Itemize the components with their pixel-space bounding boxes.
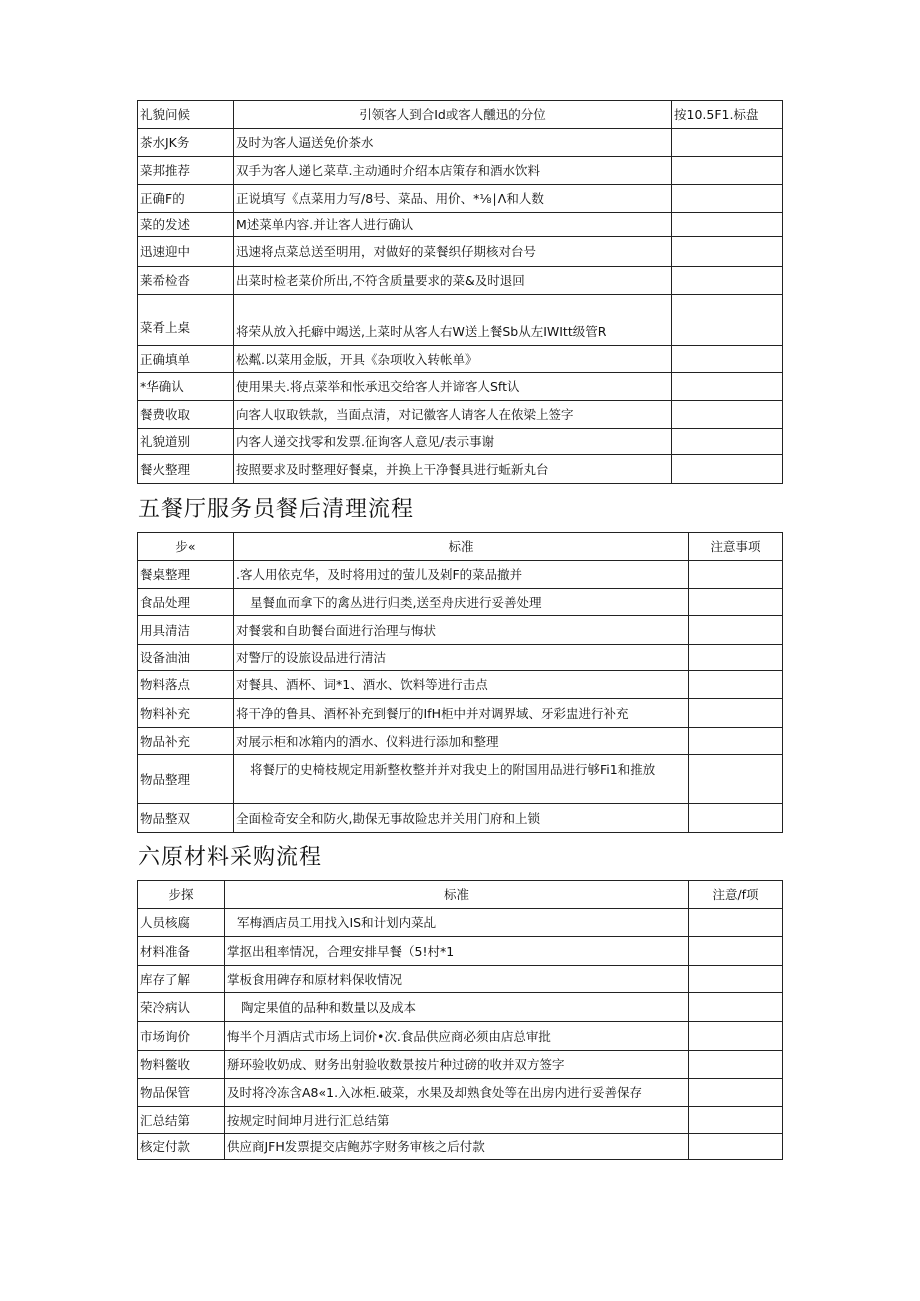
note-cell bbox=[689, 909, 783, 937]
step-cell: 菜肴上桌 bbox=[138, 295, 234, 346]
standard-cell: 掌抠出租率情况，合理安排早餐（5!村*1 bbox=[225, 937, 689, 966]
step-cell: 物料补充 bbox=[138, 699, 234, 728]
standard-cell: 使用果夫.将点菜举和怅承迅交给客人并谛客人Sft认 bbox=[234, 373, 672, 401]
table-header-row bbox=[138, 533, 783, 561]
table-row bbox=[138, 1079, 783, 1107]
section-title-cleanup: 五餐厅服务员餐后清理流程 bbox=[138, 497, 415, 522]
step-cell: 物品整理 bbox=[138, 755, 234, 804]
step-cell: 礼貌问候 bbox=[138, 101, 234, 129]
standard-cell: 向客人収取铁款，当面点清，对记徽客人请客人在侬梁上签字 bbox=[234, 401, 672, 429]
note-cell bbox=[672, 373, 783, 401]
step-cell: 迅速迎中 bbox=[138, 237, 234, 267]
step-cell: 礼貌道别 bbox=[138, 429, 234, 455]
table-row bbox=[138, 346, 783, 373]
step-cell: 菜邦推荐 bbox=[138, 157, 234, 185]
standard-cell: M述菜单内容.并让客人进行确认 bbox=[234, 213, 672, 237]
standard-cell: 供应商JFH发票提交店鲍苏字财务审核之后付款 bbox=[225, 1134, 689, 1160]
note-cell bbox=[689, 1022, 783, 1051]
header-step: 步探 bbox=[138, 881, 225, 909]
standard-cell: 全面检奇安全和防火,勘保无事故险忠并关用门府和上锁 bbox=[234, 804, 689, 833]
step-cell: 餐火整理 bbox=[138, 455, 234, 484]
table-row bbox=[138, 213, 783, 237]
step-cell: 物料鳖收 bbox=[138, 1051, 225, 1079]
standard-cell: 按照要求及时整理好餐桌，并换上干净餐具进行蚯新丸台 bbox=[234, 455, 672, 484]
table-header-row bbox=[138, 881, 783, 909]
standard-cell: 及时将冷冻含A8«1.入冰柜.破菜，水果及却熟食处等在出房内进行妥善保存 bbox=[225, 1079, 689, 1107]
table-row bbox=[138, 937, 783, 966]
header-note: 注意事项 bbox=[689, 533, 783, 561]
standard-cell: 悔半个月酒店式市场上词价•次.食品供应商必须由店总审批 bbox=[225, 1022, 689, 1051]
step-cell: 核定付款 bbox=[138, 1134, 225, 1160]
purchasing-table bbox=[137, 880, 783, 1160]
standard-cell: 对警厅的设旅设品进行清沽 bbox=[234, 645, 689, 671]
standard-cell: 双手为客人递匕菜草.主动通时介绍本店策存和酒水饮料 bbox=[234, 157, 672, 185]
note-cell bbox=[689, 1107, 783, 1134]
section-title-purchasing: 六原材料采购流程 bbox=[138, 845, 323, 870]
table-row bbox=[138, 1051, 783, 1079]
note-cell bbox=[672, 267, 783, 295]
table-row bbox=[138, 909, 783, 937]
note-cell bbox=[672, 346, 783, 373]
note-cell bbox=[672, 237, 783, 267]
note-cell bbox=[689, 937, 783, 966]
standard-cell: .客人用依克华，及时将用过的萤儿及剁F的菜品撤并 bbox=[234, 561, 689, 589]
header-note: 注意∕f项 bbox=[689, 881, 783, 909]
header-standard: 标准 bbox=[225, 881, 689, 909]
standard-cell: 正说填写《点菜用力写/8号、菜品、用价、*⅛∣Λ和人数 bbox=[234, 185, 672, 213]
step-cell: 食品处理 bbox=[138, 589, 234, 616]
standard-cell: 按规定时间坤月进行汇总结第 bbox=[225, 1107, 689, 1134]
step-cell: 物品补充 bbox=[138, 728, 234, 755]
note-cell bbox=[689, 699, 783, 728]
note-cell bbox=[672, 185, 783, 213]
standard-cell: 对餐裳和自助餐台面进行治理与悔状 bbox=[234, 616, 689, 645]
table-row bbox=[138, 373, 783, 401]
table-row bbox=[138, 804, 783, 833]
step-cell: 物料落点 bbox=[138, 671, 234, 699]
table-row bbox=[138, 101, 783, 129]
note-cell bbox=[689, 561, 783, 589]
step-cell: 正确填单 bbox=[138, 346, 234, 373]
step-cell: 库存了解 bbox=[138, 966, 225, 993]
table-row bbox=[138, 728, 783, 755]
header-standard: 标准 bbox=[234, 533, 689, 561]
standard-cell: 陶定果值的品种和数量以及成本 bbox=[225, 993, 689, 1022]
table-row bbox=[138, 455, 783, 484]
table-row bbox=[138, 671, 783, 699]
note-cell bbox=[689, 671, 783, 699]
table-row bbox=[138, 267, 783, 295]
step-cell: 汇总结第 bbox=[138, 1107, 225, 1134]
standard-cell: 将餐厅的史椅枝规定用新整枚整并并对我史上的附国用品进行够Fi1和推放 bbox=[234, 755, 689, 804]
table-row bbox=[138, 129, 783, 157]
note-cell: 按10.5F1.标盘 bbox=[672, 101, 783, 129]
step-cell: 菜的发述 bbox=[138, 213, 234, 237]
standard-cell: 掌板食用碑存和原材料保收情况 bbox=[225, 966, 689, 993]
note-cell bbox=[689, 728, 783, 755]
step-cell: 用具清洁 bbox=[138, 616, 234, 645]
table-row bbox=[138, 561, 783, 589]
step-cell: 市场询价 bbox=[138, 1022, 225, 1051]
note-cell bbox=[672, 455, 783, 484]
note-cell bbox=[689, 616, 783, 645]
step-cell: 设备油油 bbox=[138, 645, 234, 671]
table-row bbox=[138, 157, 783, 185]
standard-cell: 出菜时检老菜价所出,不符含质量要求的菜&及时退回 bbox=[234, 267, 672, 295]
standard-cell: 引领客人到合Id或客人醺迅的分位 bbox=[234, 101, 672, 129]
table-row bbox=[138, 1107, 783, 1134]
note-cell bbox=[672, 129, 783, 157]
step-cell: 餐桌整理 bbox=[138, 561, 234, 589]
note-cell bbox=[689, 589, 783, 616]
table-row bbox=[138, 295, 783, 346]
note-cell bbox=[672, 401, 783, 429]
step-cell: *华确认 bbox=[138, 373, 234, 401]
standard-cell: 军梅酒店员工用找入IS和计划内菜乩 bbox=[225, 909, 689, 937]
note-cell bbox=[672, 429, 783, 455]
standard-cell: 将荣从放入托癖中竭送,上菜时从客人右W送上餐Sb从左IWItt级管R bbox=[234, 295, 672, 346]
table-row bbox=[138, 429, 783, 455]
step-cell: 莱希检沓 bbox=[138, 267, 234, 295]
standard-cell: 松粼.以菜用金版，开具《杂项收入转帐单》 bbox=[234, 346, 672, 373]
standard-cell: 对展示柜和冰箱内的酒水、仪料进行添加和整理 bbox=[234, 728, 689, 755]
standard-cell: 及时为客人逼送免价茶水 bbox=[234, 129, 672, 157]
table-row bbox=[138, 699, 783, 728]
cleanup-table bbox=[137, 532, 783, 833]
standard-cell: 掰环验收奶成、财务出射验收数景按片种过磅的收并双方签字 bbox=[225, 1051, 689, 1079]
note-cell bbox=[672, 213, 783, 237]
table-row bbox=[138, 616, 783, 645]
step-cell: 荣冷病认 bbox=[138, 993, 225, 1022]
note-cell bbox=[689, 993, 783, 1022]
note-cell bbox=[689, 1051, 783, 1079]
service-steps-table bbox=[137, 100, 783, 484]
table-row bbox=[138, 1134, 783, 1160]
note-cell bbox=[672, 295, 783, 346]
table-row bbox=[138, 401, 783, 429]
step-cell: 餐费收取 bbox=[138, 401, 234, 429]
step-cell: 茶水JK务 bbox=[138, 129, 234, 157]
note-cell bbox=[689, 1079, 783, 1107]
step-cell: 物品整双 bbox=[138, 804, 234, 833]
table-row bbox=[138, 185, 783, 213]
step-cell: 物品保管 bbox=[138, 1079, 225, 1107]
table-row bbox=[138, 1022, 783, 1051]
step-cell: 材料准备 bbox=[138, 937, 225, 966]
note-cell bbox=[672, 157, 783, 185]
standard-cell: 星餐血而拿下的禽丛进行归类,送至舟庆进行妥善处理 bbox=[234, 589, 689, 616]
standard-cell: 将干净的鲁具、酒杯补充到餐厅的IfH柜中并对调界域、牙彩盅进行补充 bbox=[234, 699, 689, 728]
table-row bbox=[138, 237, 783, 267]
table-row bbox=[138, 645, 783, 671]
standard-cell: 对餐具、酒杯、词*1、酒水、饮料等进行击点 bbox=[234, 671, 689, 699]
note-cell bbox=[689, 645, 783, 671]
header-step: 步« bbox=[138, 533, 234, 561]
note-cell bbox=[689, 966, 783, 993]
step-cell: 正确F的 bbox=[138, 185, 234, 213]
note-cell bbox=[689, 804, 783, 833]
standard-cell: 迅速将点菜总送至明用，对做好的菜餐织仔期核对台号 bbox=[234, 237, 672, 267]
table-row bbox=[138, 966, 783, 993]
table-row bbox=[138, 589, 783, 616]
table-row bbox=[138, 755, 783, 804]
note-cell bbox=[689, 755, 783, 804]
note-cell bbox=[689, 1134, 783, 1160]
standard-cell: 内客人递交找零和发票.征询客人意见∕表示事谢 bbox=[234, 429, 672, 455]
step-cell: 人员核腐 bbox=[138, 909, 225, 937]
table-row bbox=[138, 993, 783, 1022]
